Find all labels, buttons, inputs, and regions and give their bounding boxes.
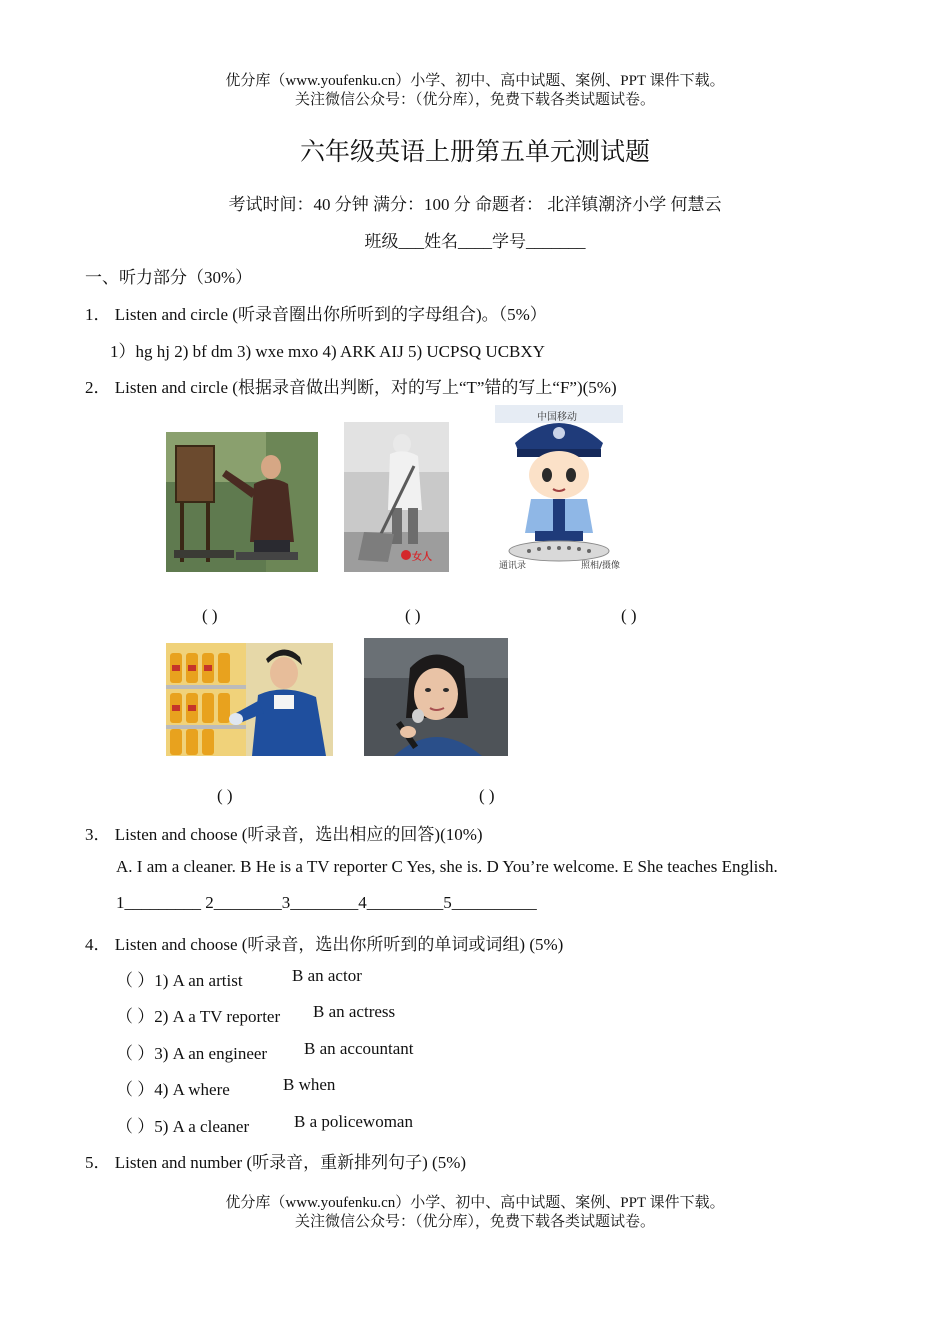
answer-paren[interactable]: （ ） (116, 1007, 155, 1026)
question-3-stem: 3． Listen and choose (听录音，选出相应的回答)(10%) (85, 825, 483, 844)
answer-blank-1[interactable]: ( ) (202, 606, 218, 625)
page-title: 六年级英语上册第五单元测试题 (299, 137, 650, 166)
answer-blank-5[interactable]: ( ) (479, 786, 495, 805)
option-a: 1) A an artist (154, 971, 243, 990)
option-a: 4) A where (154, 1080, 230, 1099)
q4-item-5 (116, 1112, 249, 1137)
option-b: B an actress (313, 1002, 396, 1021)
answer-blank-2[interactable]: ( ) (405, 606, 421, 625)
option-a: 5) A a cleaner (154, 1117, 250, 1136)
question-5-stem: 5． Listen and number (听录音，重新排列句子) (5%) (85, 1153, 467, 1172)
shop-assistant-photo (166, 643, 333, 756)
answer-blank-3[interactable]: ( ) (621, 606, 637, 625)
page-header-line1: 优分库（www.youfenku.cn）小学、初中、高中试题、案例、PPT 课件下载。 (225, 73, 725, 89)
answer-paren[interactable]: （ ） (116, 971, 155, 990)
policeman-cartoon (495, 405, 623, 572)
q4-item-3 (116, 1039, 267, 1064)
question-1-items: 1）hg hj 2) bf dm 3) wxe mxo 4) ARK AIJ 5) UCPSQ UCBXY (110, 342, 545, 361)
question-3-options: A. I am a cleaner. B He is a TV reporter C Yes, she is. D You’re welcome. E She teaches English. (116, 857, 778, 876)
phone-carrier-label: 中国移动 (537, 412, 577, 423)
answer-paren[interactable]: （ ） (116, 1117, 155, 1136)
option-b: B a policewoman (294, 1112, 413, 1131)
answer-paren[interactable]: （ ） (116, 1080, 155, 1099)
q4-item-4 (116, 1075, 230, 1100)
tv-reporter-photo (364, 638, 508, 756)
option-b: B an accountant (304, 1039, 414, 1058)
page-footer-line1: 优分库（www.youfenku.cn）小学、初中、高中试题、案例、PPT 课件下载。 (225, 1195, 725, 1211)
phone-camera-caption: 照相/摄像 (581, 561, 621, 571)
answer-blank-4[interactable]: ( ) (217, 786, 233, 805)
cleaner-photo (344, 422, 449, 572)
artist-photo (166, 432, 318, 572)
phone-contacts-caption: 通讯录 (499, 561, 527, 571)
section-heading-listening: 一、听力部分（30%） (85, 268, 253, 287)
q4-item-2 (116, 1002, 280, 1027)
question-2-stem: 2． Listen and circle (根据录音做出判断，对的写上“T”错的写上“F”)(5%) (85, 378, 617, 397)
option-b: B when (283, 1075, 336, 1094)
student-info: 班级___姓名____学号_______ (364, 232, 586, 251)
exam-info: 考试时间：40 分钟 满分：100 分 命题者： 北洋镇潮济小学 何慧云 (228, 195, 722, 214)
page-header-line2: 关注微信公众号：（优分库），免费下载各类试题试卷。 (294, 92, 655, 108)
option-a: 2) A a TV reporter (154, 1007, 281, 1026)
question-3-blanks[interactable]: 1_________ 2________3________4_________5__________ (116, 893, 537, 912)
q4-item-1 (116, 966, 243, 991)
question-1-stem: 1． Listen and circle (听录音圈出你所听到的字母组合)。（5%） (85, 305, 547, 324)
page-footer-line2: 关注微信公众号：（优分库），免费下载各类试题试卷。 (294, 1214, 655, 1230)
question-4-stem: 4． Listen and choose (听录音，选出你所听到的单词或词组) (5%) (85, 935, 564, 954)
option-b: B an actor (292, 966, 362, 985)
answer-paren[interactable]: （ ） (116, 1044, 155, 1063)
photo-logo-text: 女人 (412, 552, 432, 563)
option-a: 3) A an engineer (154, 1044, 268, 1063)
